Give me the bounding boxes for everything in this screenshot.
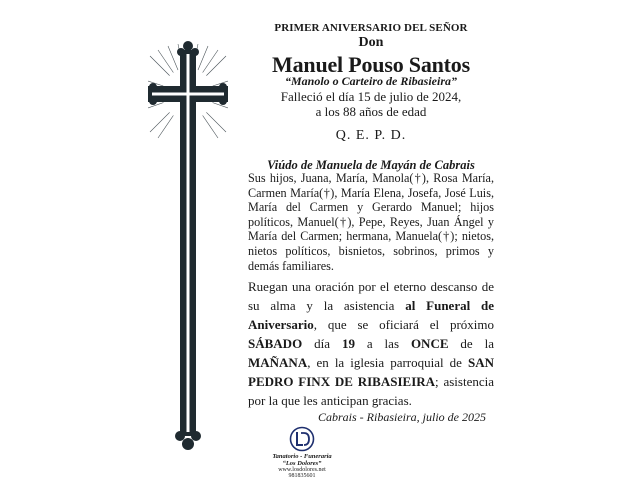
funeral-home-name: “Los Dolores” xyxy=(282,460,322,467)
deceased-alias: “Manolo o Carteiro de Ribasieira” xyxy=(284,74,457,88)
widow-line: Viúdo de Manuela de Mayán de Cabrais xyxy=(267,158,475,172)
funeral-announcement xyxy=(248,277,494,410)
prayer-bold-hour: ONCE xyxy=(410,336,449,351)
qepd: Q. E. P. D. xyxy=(335,128,407,143)
place-date: Cabrais - Ribasieira, julio de 2025 xyxy=(318,410,486,424)
prayer-text-1: Ruegan una oración por el eterno descanso de su alma y la asistencia xyxy=(248,279,494,313)
cross-icon xyxy=(148,36,228,456)
prayer-bold-time: MAÑANA xyxy=(248,355,308,370)
cross-ornament xyxy=(148,36,228,456)
death-date: Falleció el día 15 de julio de 2024, xyxy=(280,89,462,104)
prayer-bold-funeral: al Funeral de Aniversario xyxy=(248,298,494,332)
honorific: Don xyxy=(358,35,384,50)
prayer-text-7: ; asistencia por la que les anticipan gracias. xyxy=(248,374,494,408)
prayer-text-6: , en la iglesia parroquial de xyxy=(307,355,468,370)
prayer-text-2: , que se oficiará el próximo xyxy=(313,317,494,332)
prayer-bold-day: SÁBADO xyxy=(248,336,303,351)
anniversary-kicker: PRIMER ANIVERSARIO DEL SEÑOR xyxy=(274,22,468,34)
prayer-text-5: de la xyxy=(448,336,495,351)
prayer-bold-date: 19 xyxy=(341,336,355,351)
prayer-text-3: día xyxy=(302,336,342,351)
deceased-name: Manuel Pouso Santos xyxy=(272,52,470,77)
ld-monogram-logo-icon xyxy=(289,426,315,452)
death-age: a los 88 años de edad xyxy=(315,104,427,119)
funeral-home-website[interactable]: www.losdolores.net xyxy=(278,467,326,473)
prayer-text-4: a las xyxy=(354,336,411,351)
funeral-home-block xyxy=(252,426,352,479)
death-info xyxy=(248,89,494,119)
prayer-bold-church: SAN PEDRO FINX DE RIBASIEIRA xyxy=(248,355,494,389)
family-text: Sus hijos, Juana, María, Manola(†), Rosa María, Carmen María(†), María Elena, Josefa, José Luis, María del Carmen y Gerardo Manuel; hijos políticos, Manuel(†), Pepe, Reyes, Juan Ángel y María del Carmen; hermana, Manuela(†); nietos, nietos políticos, bisnietos, sobrinos, primos y demás familiares. xyxy=(248,171,494,273)
funeral-home-type: Tanatorio - Funeraria xyxy=(272,453,332,460)
funeral-home-phone: 981835601 xyxy=(288,473,316,479)
